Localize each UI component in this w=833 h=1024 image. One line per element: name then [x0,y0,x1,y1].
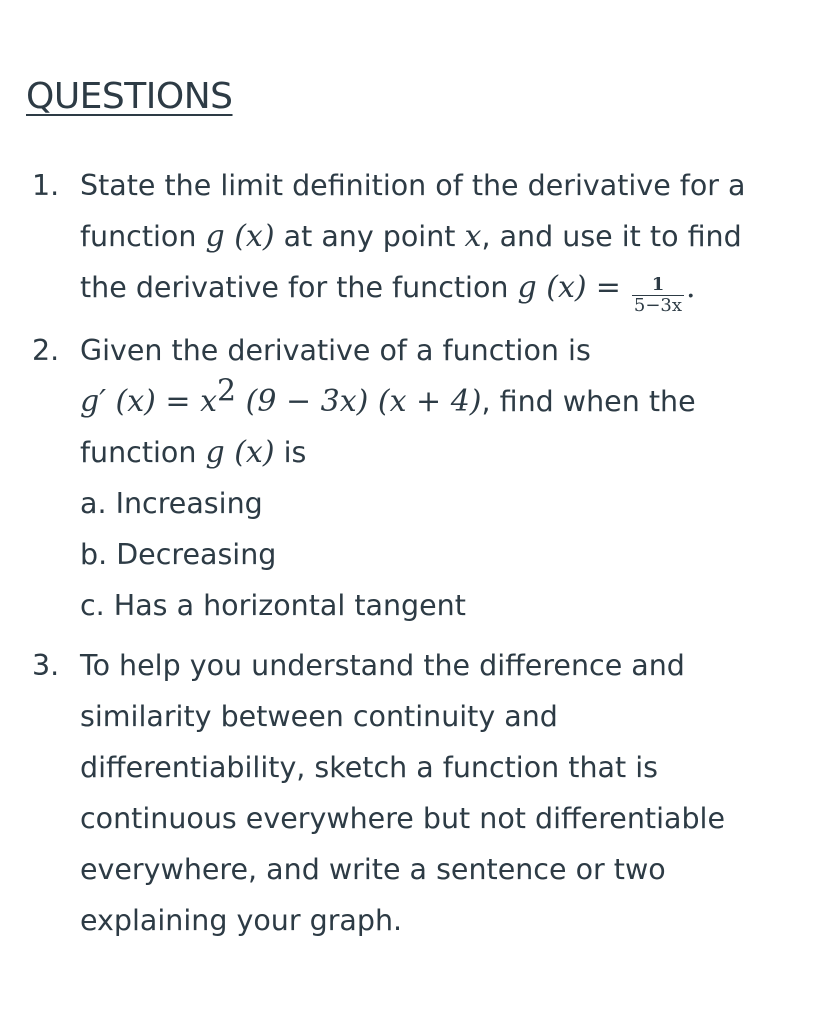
math-function: g (x) [205,435,275,470]
question-text: To help you understand the difference and [80,649,685,682]
question-text: function [80,436,197,469]
page-title: QUESTIONS [26,76,233,117]
question-number: 2. [32,334,60,367]
questions-list [0,160,833,955]
math-equals: = [595,270,621,305]
question-number: 3. [32,649,60,682]
question-text: , and use it to find [481,220,742,253]
fraction-denominator: 5−3x [633,295,683,316]
question-2 [0,325,833,631]
question-text: continuous everywhere but not differentiable [80,802,725,835]
math-factors: (9 − 3x) (x + 4) [236,384,482,419]
question-text: differentiability, sketch a function that is [80,751,658,784]
question-text: State the limit definition of the derivative for a [80,169,746,202]
question-text: similarity between continuity and [80,700,558,733]
question-3 [0,640,833,946]
fraction-numerator: 1 [632,275,684,296]
math-derivative: g′ (x) = x [80,384,218,419]
math-function: g (x) [205,219,275,254]
question-text: , find when the [481,385,696,418]
question-text: Given the derivative of a function is [80,334,591,367]
question-text: function [80,220,197,253]
sub-item-increasing: a. Increasing [80,487,263,520]
sub-item-horizontal-tangent: c. Has a horizontal tangent [80,589,466,622]
math-exponent: 2 [217,373,237,409]
question-text: explaining your graph. [80,904,403,937]
sub-item-decreasing: b. Decreasing [80,538,277,571]
math-fraction [632,275,684,316]
math-function: g (x) [517,270,587,305]
question-text: the derivative for the function [80,271,509,304]
question-text: is [283,436,307,469]
math-variable: x [464,219,482,254]
question-number: 1. [32,169,60,202]
math-period: . [686,270,696,305]
question-text: at any point [283,220,456,253]
question-1 [0,160,833,316]
question-text: everywhere, and write a sentence or two [80,853,666,886]
